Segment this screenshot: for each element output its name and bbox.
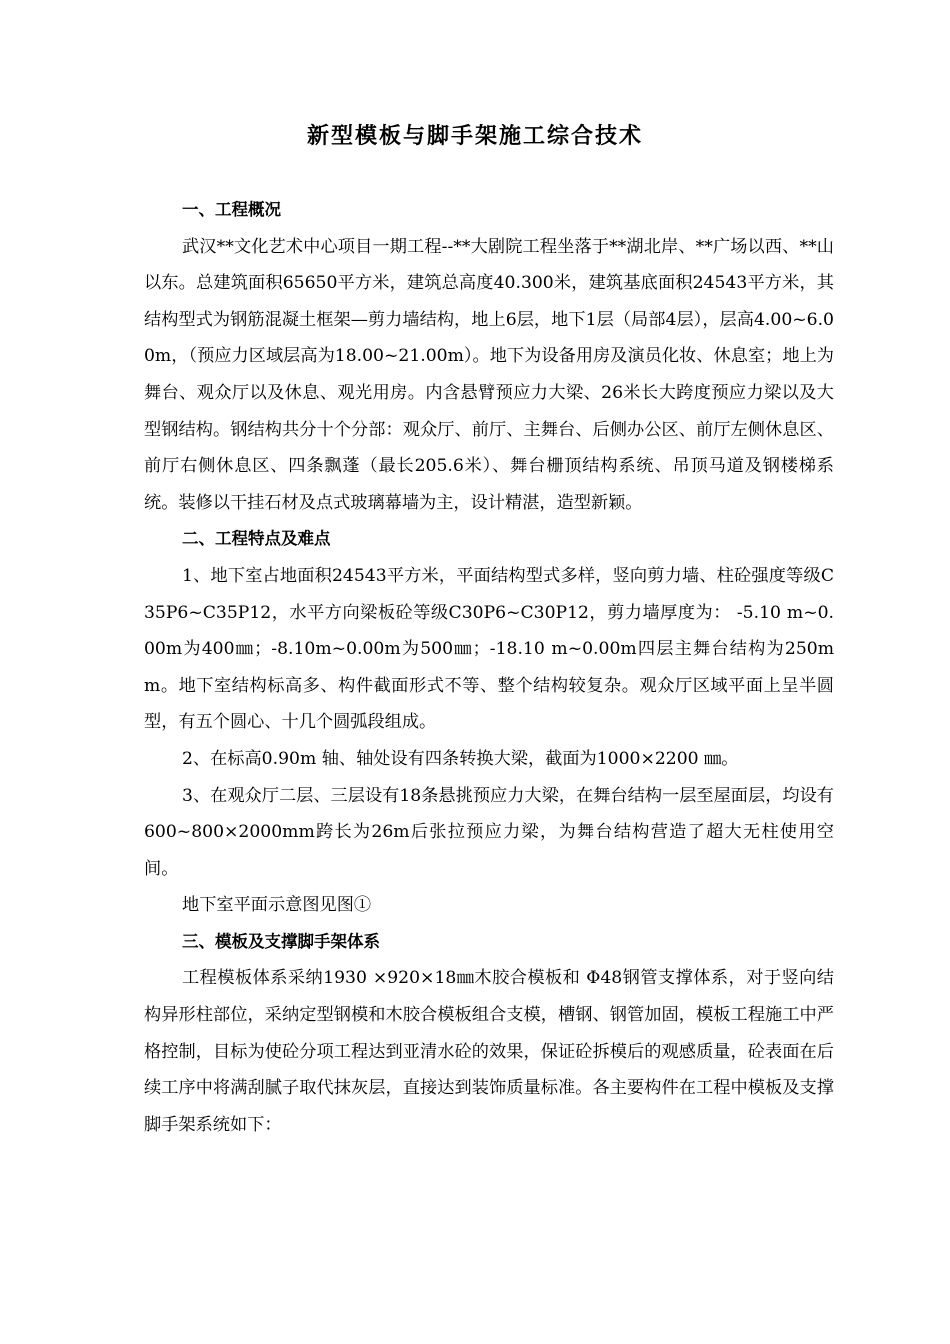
section-heading: 三、模板及支撑脚手架体系 xyxy=(182,931,380,951)
section-overview xyxy=(144,192,834,521)
paragraph: 1、地下室占地面积24543平方米，平面结构型式多样，竖向剪力墙、柱砼强度等级C35P6~C35P12，水平方向梁板砼等级C30P6~C30P12，剪力墙厚度为： -5.10 m~0.00m为400㎜；-8.10m~0.00m为500㎜；-18.10 m~0.00m四层主舞台结构为250mm。地下室结构标高多、构件截面形式不等、整个结构较复杂。观众厅区域平面上呈半圆型，有五个圆心、十几个圆弧段组成。 xyxy=(144,565,834,733)
section-heading: 一、工程概况 xyxy=(182,200,281,219)
paragraph: 工程模板体系采纳1930 ×920×18㎜木胶合模板和 Φ48钢管支撑体系，对于竖向结构异形柱部位，采纳定型钢模和木胶合模板组合支模，槽钢、钢管加固，模板工程施工中严格控制，目标为使砼分项工程达到亚清水砼的效果，保证砼拆模后的观感质量，砼表面在后续工序中将满刮腻子取代抹灰层，直接达到装饰质量标准。各主要构件在工程中模板及支撑脚手架系统如下： xyxy=(144,968,834,1135)
document-body xyxy=(144,192,834,1143)
section-heading: 二、工程特点及难点 xyxy=(182,529,331,549)
paragraph: 2、在标高0.90m 轴、轴处设有四条转换大梁，截面为1000×2200 ㎜。 xyxy=(182,748,739,769)
paragraph: 3、在观众厅二层、三层设有18条悬挑预应力大梁，在舞台结构一层至屋面层，均设有600~800×2000mm跨长为26m后张拉预应力梁，为舞台结构营造了超大无柱使用空间。 xyxy=(144,785,834,879)
paragraph: 地下室平面示意图见图① xyxy=(182,895,372,916)
section-features xyxy=(144,521,834,924)
paragraph: 武汉**文化艺术中心项目一期工程--**大剧院工程坐落于**湖北岸、**广场以西、**山以东。总建筑面积65650平方米，建筑总高度40.300米，建筑基底面积24543平方米，其结构型式为钢筋混凝土框架—剪力墙结构，地上6层，地下1层（局部4层），层高4.00~6.00m，（预应力区域层高为18.00~21.00m）。地下为设备用房及演员化妆、休息室；地上为舞台、观众厅以及休息、观光用房。内含悬臂预应力大梁、26米长大跨度预应力梁以及大型钢结构。钢结构共分十个分部：观众厅、前厅、主舞台、后侧办公区、前厅左侧休息区、前厅右侧休息区、四条飘蓬（最长205.6米）、舞台栅顶结构系统、吊顶马道及钢楼梯系统。装修以干挂石材及点式玻璃幕墙为主，设计精湛，造型新颖。 xyxy=(144,236,834,513)
section-formwork xyxy=(144,924,834,1144)
document-title: 新型模板与脚手架施工综合技术 xyxy=(306,124,643,149)
